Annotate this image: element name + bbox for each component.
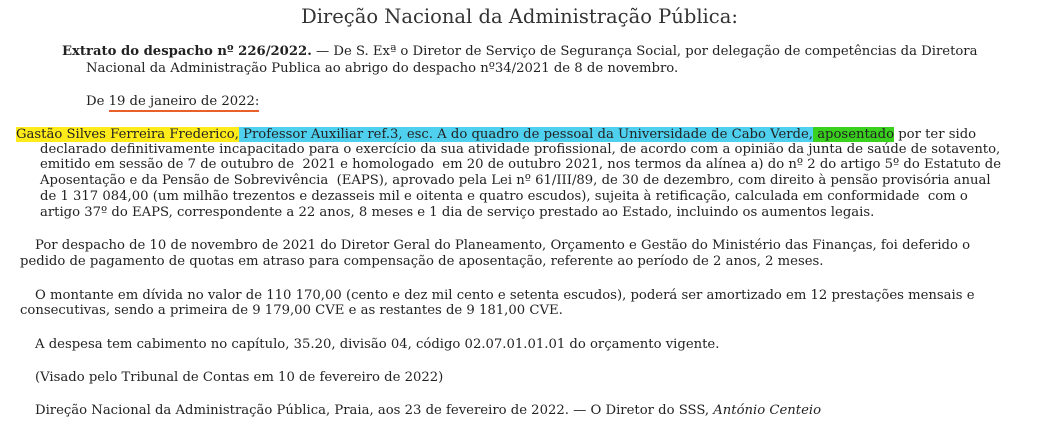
status-highlight: aposentado bbox=[813, 127, 895, 142]
role-highlight: Professor Auxiliar ref.3, esc. A do quadro de pessoal da Universidade de Cabo Verde, bbox=[238, 127, 813, 142]
main-paragraph-line: declarado definitivamente incapacitado para o exercício da sua atividade profissional, de acordo com a opinião da junta de saúde de sotavento, bbox=[40, 142, 1001, 157]
quotas-paragraph-line: Por despacho de 10 de novembro de 2021 do Diretor Geral do Planeamento, Orçamento e Gestão do Ministério das Finanças, foi deferido o bbox=[35, 238, 971, 253]
extrato-text: — De S. Exª o Diretor de Serviço de Segurança Social, por delegação de competências da Diretora bbox=[311, 44, 978, 59]
montante-paragraph-line: O montante em dívida no valor de 110 170,00 (cento e dez mil cento e setenta escudos), poderá ser amortizado em 12 prestações mensais e bbox=[35, 288, 975, 303]
montante-paragraph-line: consecutivas, sendo a primeira de 9 179,00 CVE e as restantes de 9 181,00 CVE. bbox=[20, 303, 563, 318]
main-paragraph-line: emitido em sessão de 7 de outubro de 2021 e homologado em 20 de outubro 2021, nos termos da alínea a) do nº 2 do artigo 5º do Estatuto de bbox=[40, 157, 1002, 172]
closing-text: Direção Nacional da Administração Pública, Praia, aos 23 de fevereiro de 2022. — O Diretor do SSS, bbox=[35, 403, 714, 418]
despacho-date: 19 de janeiro de 2022: bbox=[109, 94, 260, 112]
despesa-line: A despesa tem cabimento no capítulo, 35.20, divisão 04, código 02.07.01.01.01 do orçamento vigente. bbox=[35, 337, 720, 352]
extrato-line-2: Nacional da Administração Publica ao abrigo do despacho nº34/2021 de 8 de novembro. bbox=[86, 61, 679, 76]
date-prefix: De bbox=[86, 94, 109, 109]
main-line-1-rest: por ter sido bbox=[894, 127, 977, 142]
signature-name: António Centeio bbox=[713, 403, 822, 418]
quotas-paragraph-line: pedido de pagamento de quotas em atraso para compensação de aposentação, referente ao período de 2 anos, 2 meses. bbox=[20, 254, 824, 269]
main-paragraph-line: Aposentação e da Pensão de Sobrevivência (EAPS), aprovado pela Lei nº 61/III/89, de 30 de dezembro, com direito à pensão provisória anual bbox=[40, 173, 991, 188]
extrato-label: Extrato do despacho nº 226/2022. bbox=[62, 44, 312, 59]
extrato-line-1 bbox=[62, 44, 977, 60]
visado-line: (Visado pelo Tribunal de Contas em 10 de fevereiro de 2022) bbox=[35, 370, 444, 385]
main-paragraph-line: de 1 317 084,00 (um milhão trezentos e dezasseis mil e oitenta e quatro escudos), sujeita à retificação, calculada em conformidade com o bbox=[40, 189, 968, 204]
document-title: Direção Nacional da Administração Pública: bbox=[301, 5, 738, 28]
main-paragraph-line: artigo 37º do EAPS, correspondente a 22 anos, 8 meses e 1 dia de serviço prestado ao Estado, incluindo os aumentos legais. bbox=[40, 205, 875, 220]
main-paragraph-line-1 bbox=[16, 127, 976, 143]
closing-line bbox=[35, 403, 821, 419]
date-line bbox=[86, 94, 259, 110]
name-highlight: Gastão Silves Ferreira Frederico, bbox=[16, 127, 239, 142]
